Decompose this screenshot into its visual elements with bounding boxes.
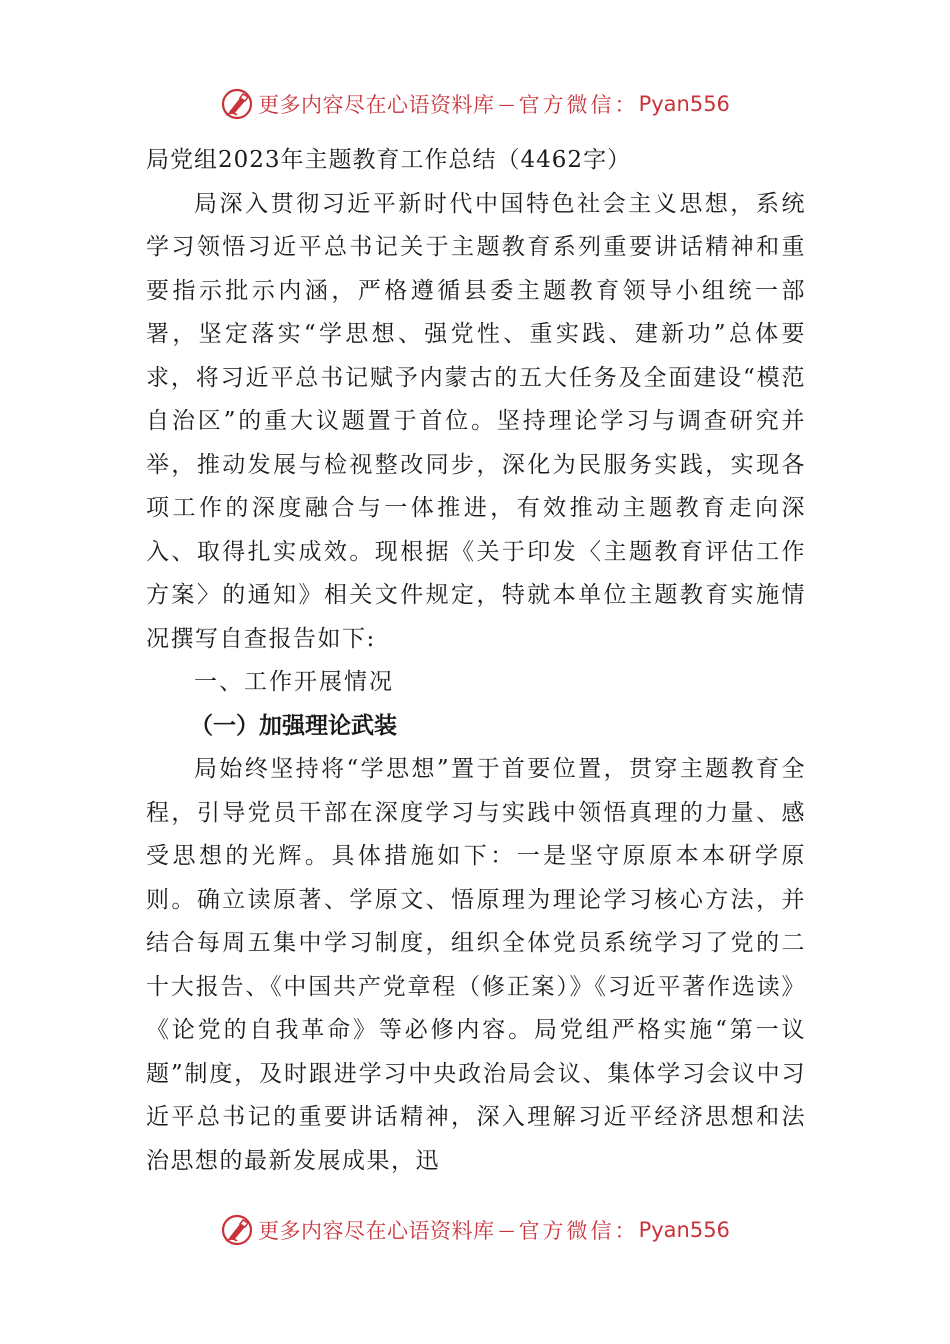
banner-wechat-account: Pyan556 <box>638 1218 730 1242</box>
banner-separator: — <box>498 1220 515 1240</box>
pen-nib-logo-icon <box>220 1213 254 1247</box>
document-title: 局党组2023年主题教育工作总结（4462字） <box>146 147 632 173</box>
intro-paragraph: 局深入贯彻习近平新时代中国特色社会主义思想，系统学习领悟习近平总书记关于主题教育系列重要讲话精神和重要指示批示内涵，严格遵循县委主题教育领导小组统一部署，坚定落实“学思想、强党性、重实践、建新功”总体要求，将习近平总书记赋予内蒙古的五大任务及全面建设“模范自治区”的重大议题置于首位。坚持理论学习与调查研究并举，推动发展与检视整改同步，深化为民服务实践，实现各项工作的深度融合与一体推进，有效推动主题教育走向深入、取得扎实成效。现根据《关于印发〈主题教育评估工作方案〉的通知》相关文件规定，特就本单位主题教育实施情况撰写自查报告如下: <box>146 190 806 652</box>
banner-site-text: 更多内容尽在心语资料库 <box>258 1219 495 1243</box>
document-body <box>146 139 806 1183</box>
section-paragraph-1: 局始终坚持将“学思想”置于首要位置，贯穿主题教育全程，引导党员干部在深度学习与实践中领悟真理的力量、感受思想的光辉。具体措施如下：一是坚守原原本本研学原则。确立读原著、学原文、悟原理为理论学习核心方法，并结合每周五集中学习制度，组织全体党员系统学习了党的二十大报告、《中国共产党章程（修正案）》《习近平著作选读》《论党的自我革命》等必修内容。局党组严格实施“第一议题”制度，及时跟进学习中央政治局会议、集体学习会议中习近平总书记的重要讲话精神，深入理解习近平经济思想和法治思想的最新发展成果，迅 <box>146 756 806 1174</box>
subsection-heading-1: （一）加强理论武装 <box>190 712 397 739</box>
banner-wechat-label: 官方微信： <box>518 93 639 117</box>
banner-wechat-account: Pyan556 <box>638 92 730 116</box>
section-heading-1: 一、工作开展情况 <box>194 669 394 695</box>
pen-nib-logo-icon <box>220 87 254 121</box>
banner-separator: — <box>498 94 515 114</box>
header-watermark-banner <box>0 84 950 124</box>
banner-wechat-label: 官方微信： <box>518 1219 639 1243</box>
footer-watermark-banner <box>0 1210 950 1250</box>
banner-site-text: 更多内容尽在心语资料库 <box>258 93 495 117</box>
